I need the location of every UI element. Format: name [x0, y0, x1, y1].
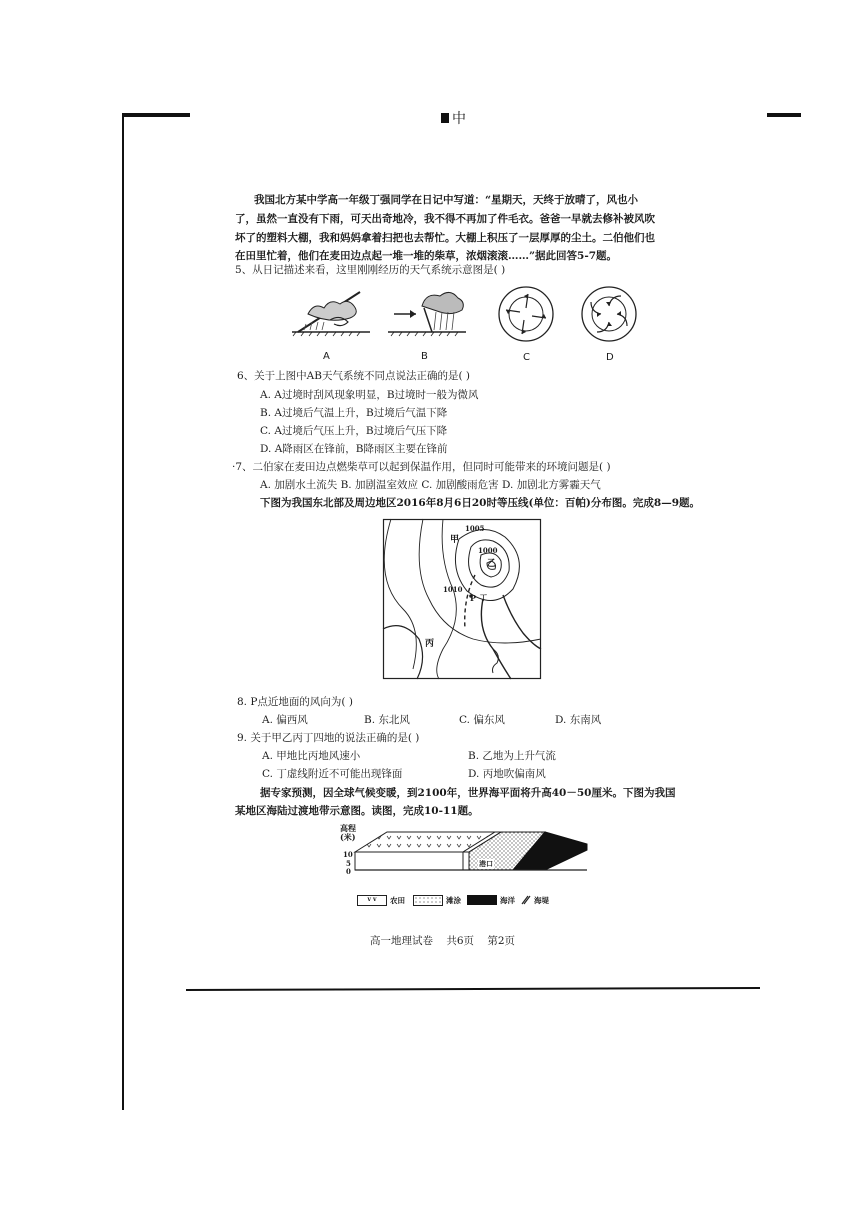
legend-farm-label: 农田: [390, 895, 405, 905]
legend-farm-swatch: v v: [357, 895, 387, 906]
map-label-yi: 乙: [487, 559, 497, 569]
coast-axis-title-line2: (米): [340, 832, 356, 842]
figure-label-d: D: [606, 352, 614, 363]
coast-axis-title-line1: 高程: [340, 823, 356, 833]
scan-edge-top-left: [122, 113, 190, 117]
coast-axis-title: [340, 824, 356, 842]
passage1-line-4: 在田里忙着，他们在麦田边点起一堆一堆的柴草，浓烟滚滚……”据此回答5-7题。: [235, 250, 618, 262]
map-label-ding: 丁: [480, 593, 487, 602]
scan-edge-top-right: [767, 113, 801, 117]
isobar-map: [383, 519, 541, 679]
seawall-icon: [521, 895, 531, 905]
q6-stem: 6、关于上图中AB天气系统不同点说法正确的是( ): [237, 370, 471, 382]
q8-option-c: C. 偏东风: [459, 714, 505, 726]
figure-c-icon: [499, 287, 553, 341]
coast-tick-10: 10: [343, 850, 353, 859]
header-mark: [441, 108, 466, 128]
coast-cross-section: [355, 826, 587, 878]
figure-a-icon: [292, 292, 370, 336]
q9-option-a: A. 甲地比丙地风速小: [262, 750, 361, 762]
map-label-jia: 甲: [450, 535, 460, 545]
figure-label-a: A: [323, 351, 330, 362]
page-bottom-rule: [186, 987, 760, 991]
passage3-line-2: 某地区海陆过渡地带示意图。读图，完成10-11题。: [235, 805, 479, 817]
coast-tick-0: 0: [346, 867, 351, 876]
passage2-text: 下图为我国东北部及周边地区2016年8月6日20时等压线(单位：百帕)分布图。完成8—9题。: [260, 497, 700, 509]
coast-tick-5: 5: [346, 859, 351, 868]
figure-d-icon: [582, 287, 636, 341]
header-mark-text: 中: [452, 111, 466, 127]
q8-option-a: A. 偏西风: [262, 714, 308, 726]
isobar-label-1005: 1005: [465, 524, 485, 533]
figure-label-c: C: [523, 352, 530, 363]
legend-mudflat-label: 滩涂: [446, 895, 461, 905]
passage3-line-1: 据专家预测，因全球气候变暖，到2100年，世界海平面将升高40－50厘米。下图为我国: [260, 787, 676, 799]
passage1-line-1: 我国北方某中学高一年级丁强同学在日记中写道：“星期天，天终于放晴了，风也小: [254, 194, 639, 206]
q9-option-b: B. 乙地为上升气流: [468, 750, 556, 762]
legend-ocean-swatch: [467, 895, 497, 905]
legend-ocean-label: 海洋: [500, 895, 515, 905]
square-icon: [441, 113, 449, 123]
q9-option-d: D. 丙地吹偏南风: [468, 768, 546, 780]
q8-option-d: D. 东南风: [555, 714, 602, 726]
passage1-line-2: 了，虽然一直没有下雨，可天出奇地冷，我不得不再加了件毛衣。爸爸一早就去修补被风吹: [235, 213, 655, 225]
q9-option-c: C. 丁虚线附近不可能出现锋面: [262, 768, 403, 780]
map-label-p: P: [470, 593, 477, 603]
q6-option-a: A. A过境时刮风现象明显，B过境时一般为微风: [260, 389, 479, 401]
scan-edge-left: [122, 113, 124, 1110]
q7-stem: ·7、二伯家在麦田边点燃柴草可以起到保温作用，但同时可能带来的环境问题是( ): [232, 461, 611, 473]
q6-option-d: D. A降雨区在锋前，B降雨区主要在锋前: [260, 443, 448, 455]
coast-port-label: 港口: [479, 859, 493, 868]
q6-option-b: B. A过境后气温上升，B过境后气温下降: [260, 407, 448, 419]
coast-legend: [357, 893, 549, 907]
figure-label-b: B: [421, 351, 428, 362]
figure-b-icon: [388, 292, 466, 336]
isobar-label-1000: 1000: [478, 546, 498, 555]
q7-options: A. 加剧水土流失 B. 加剧温室效应 C. 加剧酸雨危害 D. 加剧北方雾霾天气: [260, 479, 601, 491]
q6-option-c: C. A过境后气压上升，B过境后气压下降: [260, 425, 448, 437]
legend-seawall-label: 海堤: [534, 895, 549, 905]
q8-stem: 8. P点近地面的风向为( ): [237, 696, 353, 708]
weather-system-figure: [290, 284, 650, 364]
passage1-line-3: 坏了的塑料大棚，我和妈妈拿着扫把也去帮忙。大棚上积压了一层厚厚的尘土。二伯他们也: [235, 232, 655, 244]
q9-stem: 9. 关于甲乙丙丁四地的说法正确的是( ): [237, 732, 420, 744]
map-label-bing: 丙: [425, 639, 435, 649]
q8-option-b: B. 东北风: [364, 714, 410, 726]
page-footer: 高一地理试卷 共6页 第2页: [370, 935, 516, 947]
q5-stem: 5、从日记描述来看，这里刚刚经历的天气系统示意图是( ): [235, 264, 506, 276]
isobar-label-1010: 1010: [443, 585, 463, 594]
legend-mudflat-swatch: [413, 895, 443, 906]
